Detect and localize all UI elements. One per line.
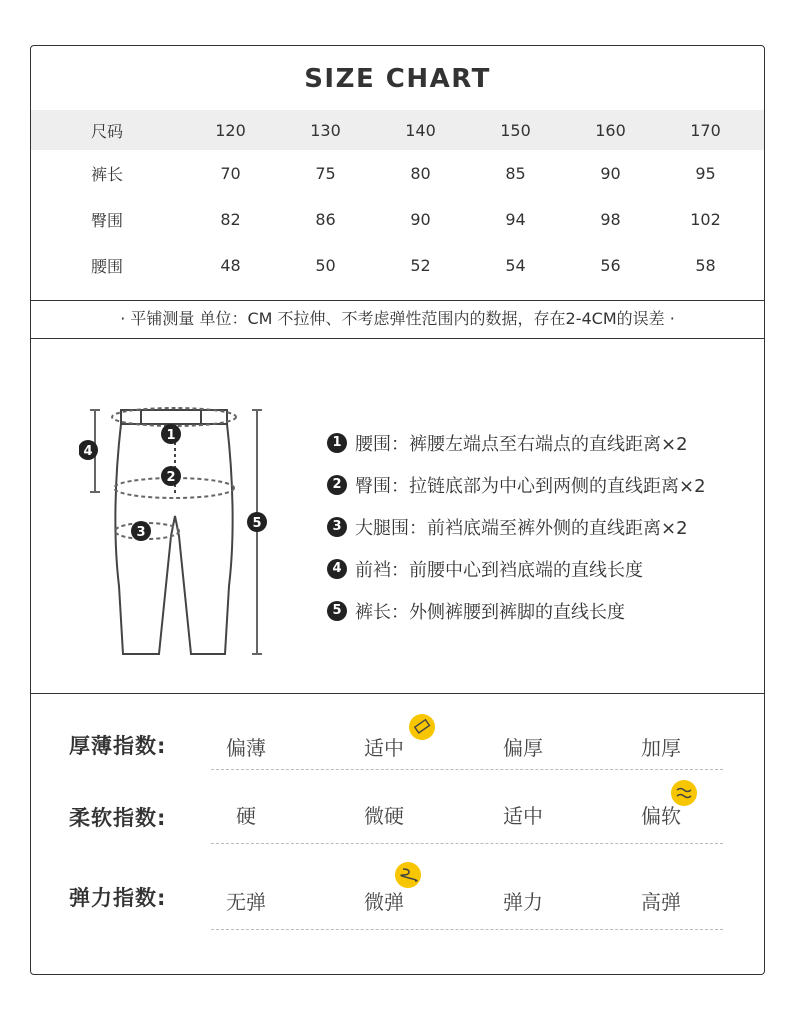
elasticity-index-label: 弹力指数:: [69, 886, 167, 910]
softness-option: 适中: [503, 804, 543, 828]
row-label: 腰围: [90, 256, 123, 276]
legend-number: 2: [327, 475, 347, 495]
diagram-label-3: 3: [136, 525, 146, 540]
legend-item: [327, 512, 706, 554]
legend-desc: 前裆底端至裤外侧的直线距离×2: [427, 518, 688, 539]
legend-number: 4: [327, 559, 347, 579]
diagram-label-4: 4: [83, 444, 93, 459]
value-cell: 56: [600, 255, 621, 275]
elasticity-option-selected: 微弹: [364, 890, 404, 914]
legend-item: [327, 428, 706, 470]
value-cell: 94: [505, 209, 526, 229]
thickness-option-selected: 适中: [364, 736, 404, 760]
softness-index-label: 柔软指数:: [69, 806, 167, 830]
legend-desc: 前腰中心到裆底端的直线长度: [409, 560, 643, 581]
value-cell: 86: [315, 209, 336, 229]
legend-item: [327, 470, 706, 512]
diagram-label-1: 1: [166, 428, 176, 443]
softness-option-selected: 偏软: [641, 804, 681, 828]
legend-item: [327, 596, 706, 638]
divider: [31, 338, 764, 339]
legs-outline: [115, 424, 232, 654]
divider: [31, 693, 764, 694]
value-cell: 85: [505, 163, 526, 183]
value-cell: 90: [410, 209, 431, 229]
thickness-index-label: 厚薄指数:: [69, 734, 167, 758]
elasticity-option: 高弹: [641, 890, 681, 914]
divider: [211, 929, 723, 930]
header-label: 尺码: [31, 110, 183, 150]
table-row: [31, 242, 764, 288]
elasticity-option: 无弹: [226, 890, 266, 914]
size-cell: 170: [658, 110, 753, 150]
legend-name: 裤长：: [355, 602, 409, 623]
legend-number: 5: [327, 601, 347, 621]
legend-desc: 外侧裤腰到裤脚的直线长度: [409, 602, 625, 623]
size-table: [31, 110, 764, 288]
spring-icon: [395, 862, 421, 888]
value-cell: 95: [695, 163, 716, 183]
chart-title: SIZE CHART: [304, 64, 491, 94]
diagram-label-5: 5: [252, 516, 262, 531]
size-cell: 150: [468, 110, 563, 150]
value-cell: 80: [410, 163, 431, 183]
value-cell: 48: [220, 255, 241, 275]
size-cell: 120: [183, 110, 278, 150]
softness-option: 硬: [236, 804, 256, 828]
size-cell: 160: [563, 110, 658, 150]
value-cell: 98: [600, 209, 621, 229]
pants-diagram: [79, 396, 289, 666]
value-cell: 70: [220, 163, 241, 183]
row-label: 裤长: [90, 164, 123, 184]
measurement-legend: [327, 428, 706, 638]
measurement-note: · 平铺测量 单位：CM 不拉伸、不考虑弹性范围内的数据，存在2-4CM的误差 ·: [120, 309, 675, 328]
ruler-icon: [409, 714, 435, 740]
value-cell: 90: [600, 163, 621, 183]
size-header-row: [31, 110, 764, 150]
thickness-option: 偏薄: [226, 736, 266, 760]
legend-name: 大腿围：: [355, 518, 427, 539]
value-cell: 58: [695, 255, 716, 275]
size-chart-card: [30, 45, 765, 975]
size-cell: 140: [373, 110, 468, 150]
legend-desc: 裤腰左端点至右端点的直线距离×2: [409, 434, 688, 455]
value-cell: 102: [690, 209, 721, 229]
divider: [211, 843, 723, 844]
value-cell: 50: [315, 255, 336, 275]
thickness-option: 加厚: [641, 736, 681, 760]
legend-name: 腰围：: [355, 434, 409, 455]
waistband-shape: [121, 410, 227, 424]
value-cell: 52: [410, 255, 431, 275]
value-cell: 54: [505, 255, 526, 275]
elasticity-option: 弹力: [503, 890, 543, 914]
legend-number: 3: [327, 517, 347, 537]
legend-name: 臀围：: [355, 476, 409, 497]
table-row: [31, 196, 764, 242]
softness-option: 微硬: [364, 804, 404, 828]
table-row: [31, 150, 764, 196]
row-label: 臀围: [90, 210, 123, 230]
value-cell: 82: [220, 209, 241, 229]
wave-icon: [671, 780, 697, 806]
legend-name: 前裆：: [355, 560, 409, 581]
thickness-option: 偏厚: [503, 736, 543, 760]
value-cell: 75: [315, 163, 336, 183]
diagram-label-2: 2: [166, 470, 176, 485]
legend-item: [327, 554, 706, 596]
divider: [211, 769, 723, 770]
legend-number: 1: [327, 433, 347, 453]
legend-desc: 拉链底部为中心到两侧的直线距离×2: [409, 476, 706, 497]
size-cell: 130: [278, 110, 373, 150]
